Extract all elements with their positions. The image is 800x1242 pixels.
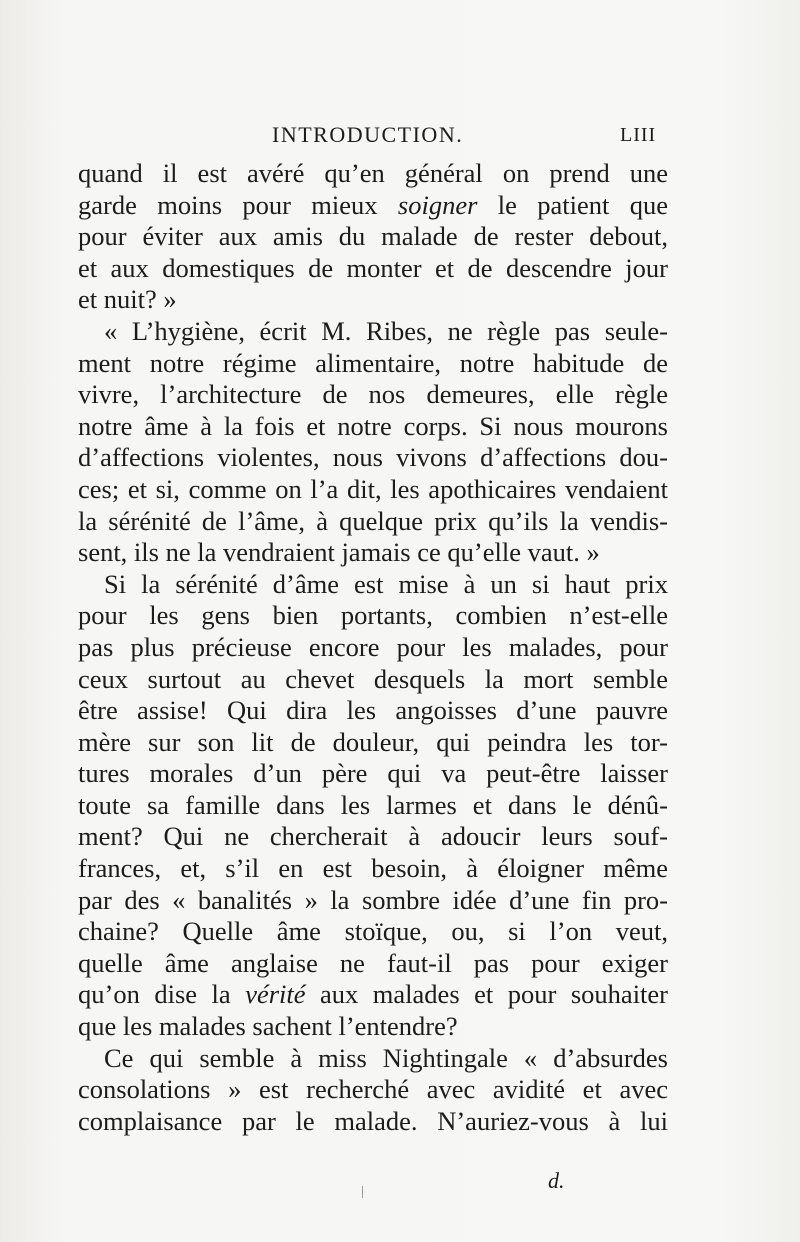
text-line: tures morales d’un père qui va peut-être laisser [78, 758, 668, 789]
text-line: Si la sérénité d’âme est mise à un si haut prix [104, 568, 668, 599]
text-line: et nuit? » [78, 284, 177, 315]
text-line: ceux surtout au chevet desquels la mort semble [78, 663, 668, 694]
running-title: INTRODUCTION. [272, 122, 464, 147]
text-line: qu’on dise la vérité aux malades et pour souhaiter [78, 979, 669, 1010]
emphasis: soigner [397, 189, 478, 220]
body-text [78, 158, 668, 1137]
text-line: quand il est avéré qu’en général on prend une [78, 158, 668, 188]
text-line: consolations » est recherché avec avidité et avec [78, 1074, 668, 1105]
text-line: complaisance par le malade. N’auriez-vous à lui [78, 1105, 668, 1136]
page-number: LIII [620, 124, 657, 146]
text-line: mère sur son lit de douleur, qui peindra les tor- [78, 726, 668, 757]
text-line: toute sa famille dans les larmes et dans le dénû- [78, 789, 668, 820]
text-line: notre âme à la fois et notre corps. Si nous mourons [78, 410, 668, 441]
signature-mark: d. [548, 1168, 565, 1193]
running-header [0, 118, 800, 154]
text-line: par des « banalités » la sombre idée d’une fin pro- [78, 884, 668, 915]
text-line: quelle âme anglaise ne faut-il pas pour exiger [78, 947, 668, 978]
text-line: sent, ils ne la vendraient jamais ce qu’elle vaut. » [78, 537, 600, 568]
text-line: ces; et si, comme on l’a dit, les apothicaires vendaient [78, 473, 668, 504]
text-line: ment? Qui ne chercherait à adoucir leurs souf- [78, 821, 668, 852]
text-line: ment notre régime alimentaire, notre habitude de [78, 347, 668, 378]
text-line: garde moins pour mieux soigner le patient que [78, 189, 668, 220]
print-mark [362, 1186, 363, 1198]
text-line: Ce qui semble à miss Nightingale « d’absurdes [104, 1042, 668, 1073]
text-line: vivre, l’architecture de nos demeures, elle règle [78, 379, 668, 410]
text-line: la sérénité de l’âme, à quelque prix qu’ils la vendis- [78, 505, 668, 536]
text-line: pour éviter aux amis du malade de rester debout, [78, 221, 668, 252]
text-line: être assise! Qui dira les angoisses d’une pauvre [78, 695, 668, 726]
text-line: d’affections violentes, nous vivons d’affections dou- [78, 442, 668, 473]
text-line: frances, et, s’il en est besoin, à éloigner même [78, 853, 668, 884]
text-line: pas plus précieuse encore pour les malades, pour [78, 631, 668, 662]
text-line: et aux domestiques de monter et de descendre jour [78, 252, 668, 283]
emphasis: vérité [245, 979, 306, 1010]
text-line: pour les gens bien portants, combien n’est-elle [78, 600, 668, 631]
text-line: chaine? Quelle âme stoïque, ou, si l’on veut, [78, 916, 668, 947]
text-line: que les malades sachent l’entendre? [78, 1011, 458, 1042]
text-line: « L’hygiène, écrit M. Ribes, ne règle pas seule- [104, 315, 668, 346]
